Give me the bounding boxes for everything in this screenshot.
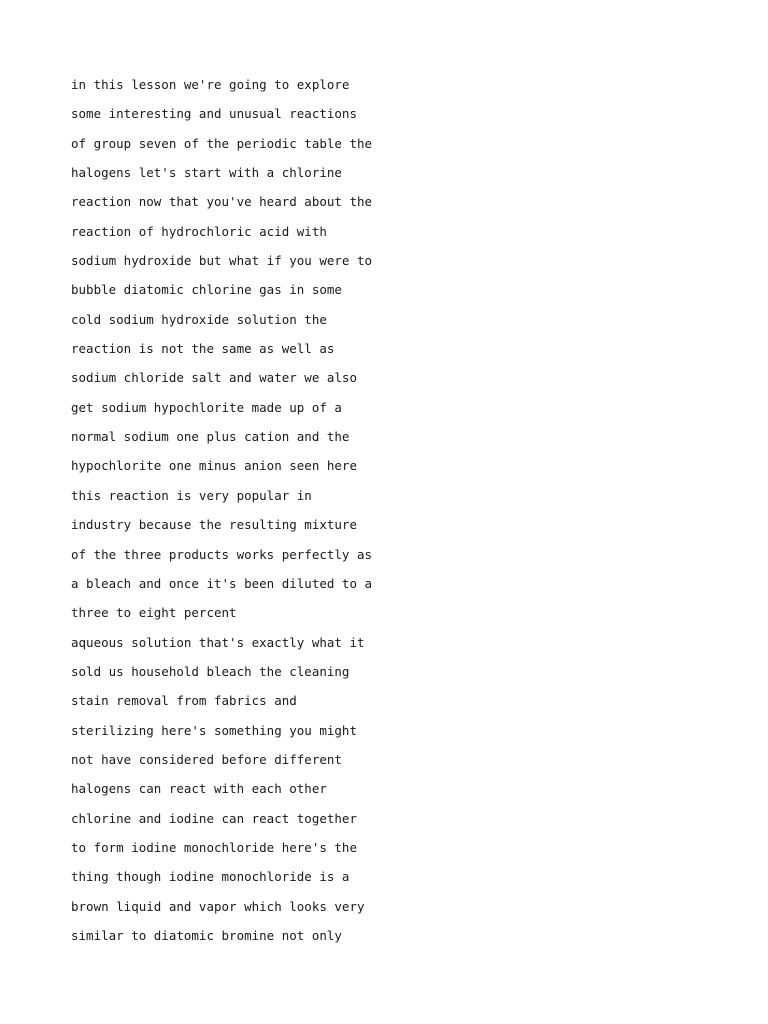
text-line: halogens let's start with a chlorine	[71, 165, 342, 181]
text-line: halogens can react with each other	[71, 781, 327, 797]
text-line: sold us household bleach the cleaning	[71, 663, 350, 679]
text-line: aqueous solution that's exactly what it	[71, 634, 365, 650]
text-line: reaction is not the same as well as	[71, 341, 335, 357]
text-line: reaction of hydrochloric acid with	[71, 223, 327, 239]
text-line: of group seven of the periodic table the	[71, 135, 373, 151]
text-line: bubble diatomic chlorine gas in some	[71, 282, 342, 298]
text-line: a bleach and once it's been diluted to a	[71, 575, 373, 591]
text-line: similar to diatomic bromine not only	[71, 927, 342, 943]
text-line: in this lesson we're going to explore	[71, 77, 350, 92]
text-line: reaction now that you've heard about the	[71, 194, 373, 210]
text-line: some interesting and unusual reactions	[71, 106, 357, 122]
text-line: of the three products works perfectly as	[71, 546, 373, 562]
text-line: chlorine and iodine can react together	[71, 810, 357, 826]
text-line: three to eight percent	[71, 605, 237, 621]
text-line: thing though iodine monochloride is a	[71, 869, 350, 885]
text-line: brown liquid and vapor which looks very	[71, 898, 365, 914]
transcript-text	[71, 70, 731, 950]
text-line: cold sodium hydroxide solution the	[71, 311, 327, 327]
text-line: get sodium hypochlorite made up of a	[71, 399, 342, 415]
text-line: sterilizing here's something you might	[71, 722, 357, 738]
text-line: not have considered before different	[71, 751, 342, 767]
text-line: sodium hydroxide but what if you were to	[71, 253, 373, 269]
text-line: normal sodium one plus cation and the	[71, 429, 350, 445]
text-line: hypochlorite one minus anion seen here	[71, 458, 357, 474]
text-line: to form iodine monochloride here's the	[71, 839, 357, 855]
text-line: industry because the resulting mixture	[71, 517, 357, 533]
text-line: this reaction is very popular in	[71, 487, 312, 503]
text-line: sodium chloride salt and water we also	[71, 370, 357, 386]
text-line: stain removal from fabrics and	[71, 693, 297, 709]
